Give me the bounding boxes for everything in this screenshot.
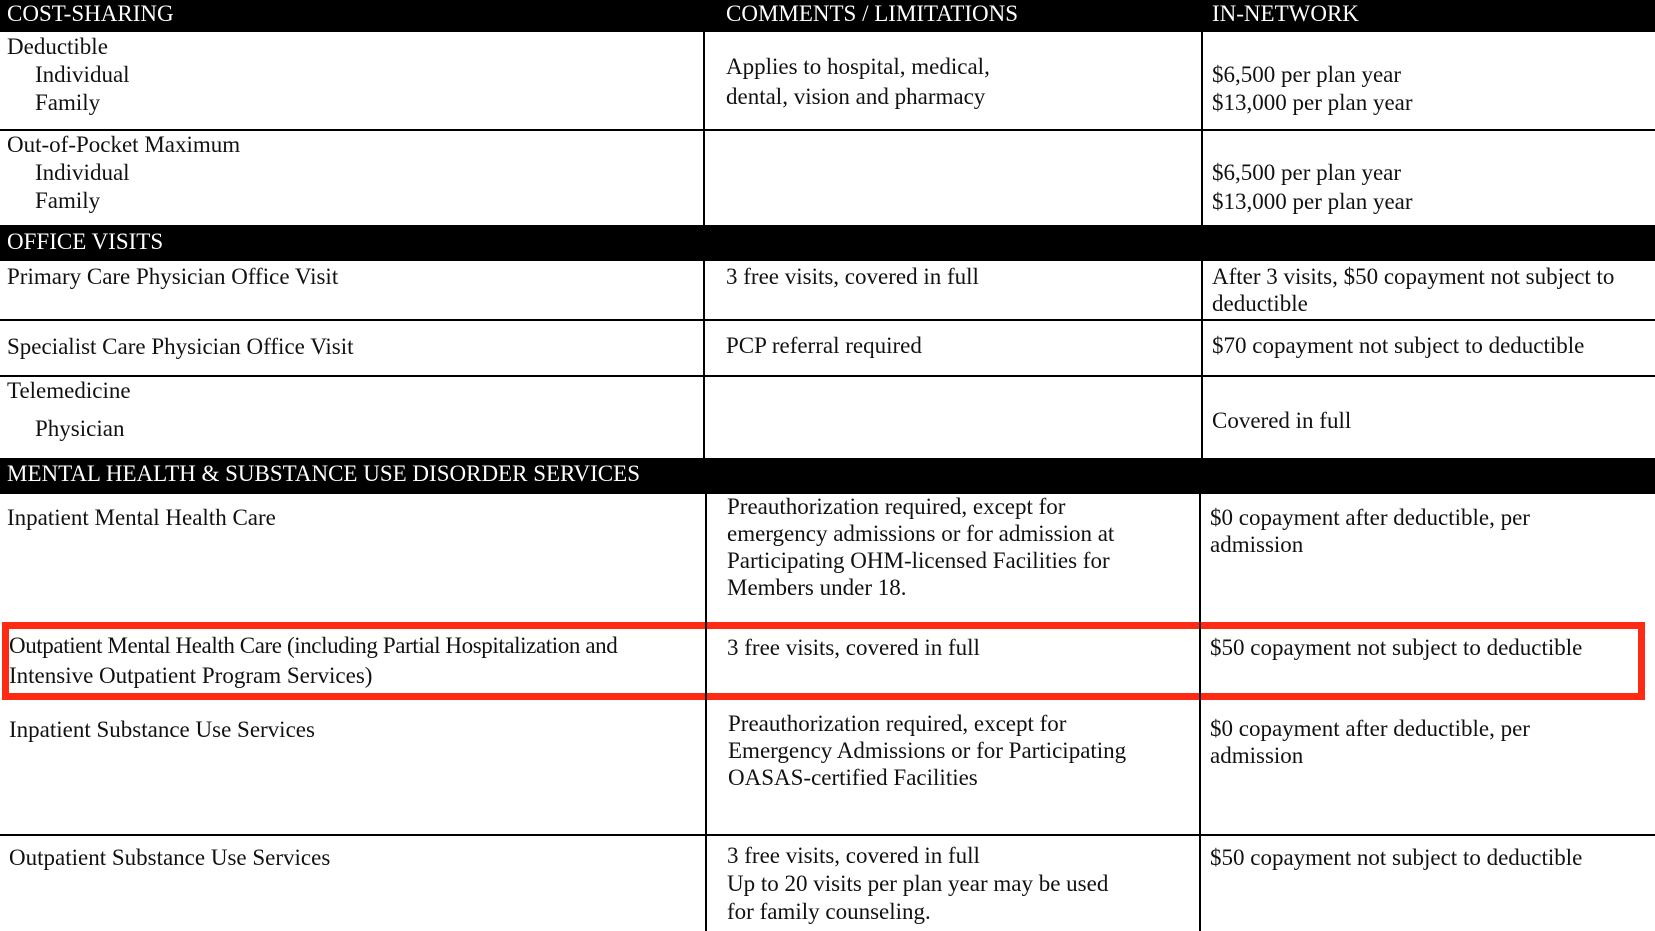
row-comment: Up to 20 visits per plan year may be used	[727, 871, 1109, 896]
row-label: Out-of-Pocket Maximum	[7, 132, 241, 157]
row-label: Deductible	[7, 34, 108, 59]
row-label: Inpatient Mental Health Care	[7, 505, 276, 530]
highlight-box	[2, 622, 1645, 700]
column-divider	[705, 494, 707, 931]
row-value: admission	[1210, 743, 1304, 768]
row-label: Specialist Care Physician Office Visit	[7, 334, 354, 359]
row-comment: OASAS-certified Facilities	[728, 765, 978, 790]
row-comment: emergency admissions or for admission at	[727, 521, 1115, 546]
row-sublabel-family: Family	[35, 90, 101, 115]
column-divider	[1201, 32, 1203, 225]
row-comment: Members under 18.	[727, 575, 907, 600]
row-sublabel-physician: Physician	[35, 416, 125, 441]
row-value: $70 copayment not subject to deductible	[1212, 333, 1585, 358]
table-row-inpatient-substance-use	[0, 702, 1655, 836]
table-row-inpatient-mental-health	[0, 494, 1655, 620]
table-row-pcp	[0, 261, 1655, 321]
header-cost-sharing: COST-SHARING	[7, 1, 174, 26]
row-comment: PCP referral required	[726, 333, 922, 358]
table-header	[0, 0, 1655, 32]
table-row-outpatient-substance-use	[0, 836, 1655, 931]
row-value: $13,000 per plan year	[1212, 90, 1413, 115]
column-divider	[703, 32, 705, 225]
row-comment: 3 free visits, covered in full	[727, 635, 980, 660]
row-sublabel-individual: Individual	[35, 160, 130, 185]
section-office-visits	[0, 225, 1655, 261]
row-comment: Emergency Admissions or for Participating	[728, 738, 1127, 763]
row-value: $6,500 per plan year	[1212, 160, 1402, 185]
row-value: deductible	[1212, 291, 1308, 316]
row-comment: 3 free visits, covered in full	[726, 264, 979, 289]
row-comment: Participating OHM-licensed Facilities for	[727, 548, 1110, 573]
column-divider	[703, 261, 705, 458]
column-divider	[1199, 494, 1201, 931]
row-label: Outpatient Mental Health Care (including Partial Hospitalization and	[9, 633, 618, 658]
row-value: After 3 visits, $50 copayment not subject to	[1212, 264, 1615, 289]
column-divider	[1201, 261, 1203, 458]
table-row-out-of-pocket	[0, 131, 1655, 223]
row-comment: 3 free visits, covered in full	[727, 843, 980, 868]
section-title: OFFICE VISITS	[7, 229, 164, 254]
row-value: $50 copayment not subject to deductible	[1210, 845, 1583, 870]
row-sublabel-individual: Individual	[35, 62, 130, 87]
table-row-deductible	[0, 32, 1655, 131]
row-label: Outpatient Substance Use Services	[9, 845, 331, 870]
row-value: $0 copayment after deductible, per	[1210, 505, 1530, 530]
row-value: $6,500 per plan year	[1212, 62, 1402, 87]
section-title: MENTAL HEALTH & SUBSTANCE USE DISORDER SERVICES	[7, 461, 640, 486]
row-comment: dental, vision and pharmacy	[726, 84, 986, 109]
section-mental-health	[0, 458, 1655, 494]
row-comment: Preauthorization required, except for	[728, 711, 1067, 736]
row-value: Covered in full	[1212, 408, 1352, 433]
table-row-telemedicine	[0, 377, 1655, 456]
row-value: $13,000 per plan year	[1212, 189, 1413, 214]
row-value: $0 copayment after deductible, per	[1210, 716, 1530, 741]
row-comment: Applies to hospital, medical,	[726, 54, 990, 79]
row-label: Intensive Outpatient Program Services)	[9, 663, 373, 688]
header-in-network: IN-NETWORK	[1212, 1, 1359, 26]
row-comment: Preauthorization required, except for	[727, 494, 1066, 519]
row-comment: for family counseling.	[727, 899, 931, 924]
row-value: admission	[1210, 532, 1304, 557]
row-label: Inpatient Substance Use Services	[9, 717, 315, 742]
table-row-specialist	[0, 321, 1655, 377]
row-label: Primary Care Physician Office Visit	[7, 264, 339, 289]
row-sublabel-family: Family	[35, 188, 101, 213]
row-value: $50 copayment not subject to deductible	[1210, 635, 1583, 660]
header-comments-limitations: COMMENTS / LIMITATIONS	[726, 1, 1019, 26]
row-label: Telemedicine	[7, 378, 131, 403]
